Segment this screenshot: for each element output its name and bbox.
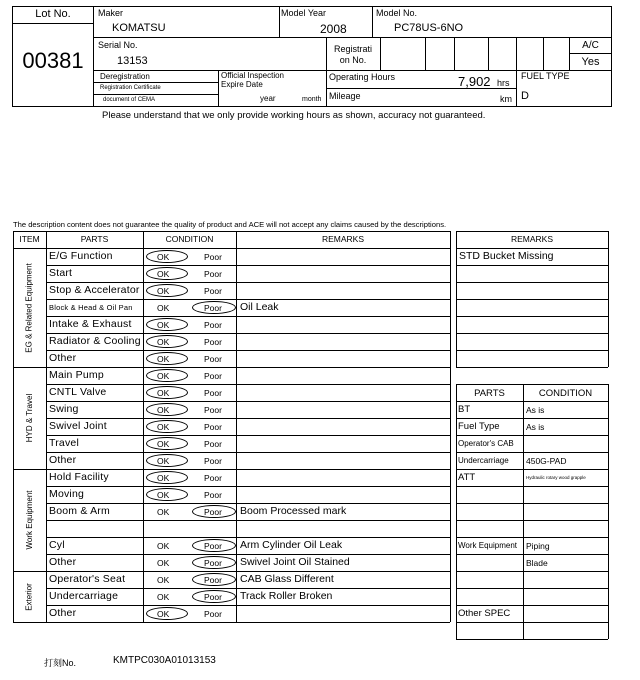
poor-selected-circle — [192, 590, 236, 603]
header-remarks: REMARKS — [321, 234, 365, 244]
ok-label: OK — [157, 303, 170, 313]
spec-condition: Blade — [526, 558, 548, 568]
table-row — [46, 350, 450, 367]
spec-left — [456, 384, 457, 639]
ok-label: OK — [157, 575, 170, 585]
table-row — [46, 452, 450, 469]
table-row — [46, 605, 450, 622]
ok-label: OK — [157, 252, 170, 262]
poor-selected-circle — [192, 505, 236, 518]
fuel-type-value: D — [521, 90, 529, 102]
year-label: year — [260, 94, 276, 103]
hrs-label: hrs — [497, 78, 510, 88]
part-name: Operator's Seat — [49, 573, 126, 585]
ok-label: OK — [157, 490, 170, 500]
ok-label: OK — [157, 286, 170, 296]
ok-selected-circle — [146, 403, 188, 416]
spec-row-border — [456, 571, 608, 572]
part-name: Undercarriage — [49, 590, 119, 602]
spec-part: Operator's CAB — [458, 439, 514, 448]
column-border — [236, 231, 237, 622]
poor-label: Poor — [204, 439, 222, 449]
ac-value: Yes — [581, 56, 600, 68]
part-name: Other — [49, 454, 77, 466]
spec-part: Work Equipment — [458, 541, 517, 550]
spec-row-border — [456, 537, 608, 538]
mileage-label: Mileage — [329, 91, 361, 101]
spec-top — [456, 384, 608, 385]
column-border — [46, 231, 47, 622]
spec-condition: As is — [526, 405, 545, 415]
poor-label: Poor — [204, 541, 222, 551]
ok-selected-circle — [146, 318, 188, 331]
hours-notice: Please understand that we only provide working hours as shown, accuracy not guaranteed. — [102, 110, 486, 121]
remarks-row-border — [456, 299, 608, 300]
poor-label: Poor — [204, 609, 222, 619]
spec-part: ATT — [458, 472, 476, 483]
poor-label: Poor — [204, 388, 222, 398]
part-name: Other — [49, 556, 77, 568]
ok-selected-circle — [146, 420, 188, 433]
ok-label: OK — [157, 371, 170, 381]
ok-label: OK — [157, 337, 170, 347]
lot-label: Lot No. — [35, 8, 71, 20]
part-name: Swing — [49, 403, 79, 415]
poor-label: Poor — [204, 558, 222, 568]
ok-selected-circle — [146, 488, 188, 501]
spec-row-border — [456, 554, 608, 555]
part-name: Block & Head & Oil Pan — [49, 303, 133, 312]
group-label: Exterior — [24, 582, 34, 611]
serial-value: 13153 — [117, 55, 148, 67]
maker-label: Maker — [98, 8, 124, 18]
table-row — [46, 265, 450, 282]
poor-label: Poor — [204, 473, 222, 483]
poor-label: Poor — [204, 422, 222, 432]
part-name: Start — [49, 267, 73, 279]
spec-row-border — [456, 401, 608, 402]
spec-part: BT — [458, 404, 471, 415]
ok-selected-circle — [146, 607, 188, 620]
remark-text: Arm Cylinder Oil Leak — [240, 539, 343, 551]
spec-row-border — [456, 452, 608, 453]
poor-selected-circle — [192, 556, 236, 569]
poor-selected-circle — [192, 573, 236, 586]
stamp-number-value: KMTPC030A01013153 — [113, 655, 216, 666]
ok-selected-circle — [146, 471, 188, 484]
spec-row-border — [456, 418, 608, 419]
poor-label: Poor — [204, 303, 222, 313]
poor-label: Poor — [204, 507, 222, 517]
cema-label: document of CEMA — [103, 97, 156, 103]
remarks-right — [608, 231, 609, 367]
part-name: Other — [49, 607, 77, 619]
table-row — [46, 435, 450, 452]
ok-selected-circle — [146, 250, 188, 263]
remarks-row-border — [456, 350, 608, 351]
remarks-row-border — [456, 316, 608, 317]
poor-label: Poor — [204, 575, 222, 585]
month-label: month — [302, 96, 322, 103]
ok-selected-circle — [146, 386, 188, 399]
remarks-header: REMARKS — [510, 234, 554, 244]
group-label: Work Equipment — [24, 490, 34, 550]
column-border — [450, 231, 451, 622]
ok-label: OK — [157, 473, 170, 483]
part-name: E/G Function — [49, 250, 113, 262]
poor-selected-circle — [192, 539, 236, 552]
reg-cert-label: Registration Certificate — [100, 85, 161, 91]
lot-number: 00381 — [22, 48, 84, 73]
poor-label: Poor — [204, 371, 222, 381]
poor-label: Poor — [204, 456, 222, 466]
poor-label: Poor — [204, 354, 222, 364]
ok-selected-circle — [146, 369, 188, 382]
remark-text: CAB Glass Different — [240, 573, 334, 585]
spec-condition: Hydraulic rotary wood grapple — [526, 475, 586, 480]
remarks-row-border — [456, 282, 608, 283]
ok-selected-circle — [146, 267, 188, 280]
remark-text: Oil Leak — [240, 301, 279, 313]
spec-row-border — [456, 520, 608, 521]
part-name: Swivel Joint — [49, 420, 107, 432]
header-parts: PARTS — [80, 234, 109, 244]
remarks-left — [456, 231, 457, 367]
part-name: Boom & Arm — [49, 505, 110, 517]
maker-value: KOMATSU — [112, 22, 166, 34]
fuel-type-label: FUEL TYPE — [521, 71, 570, 81]
spec-part: Fuel Type — [458, 421, 500, 432]
spec-row-border — [456, 469, 608, 470]
ok-label: OK — [157, 388, 170, 398]
spec-bottom — [456, 639, 608, 640]
column-border — [13, 231, 14, 622]
ac-label: A/C — [582, 40, 599, 51]
ok-label: OK — [157, 592, 170, 602]
poor-label: Poor — [204, 252, 222, 262]
spec-condition: As is — [526, 422, 545, 432]
remarks-row-border — [456, 248, 608, 249]
spec-condition: 450G-PAD — [526, 456, 567, 466]
spec-row-border — [456, 622, 608, 623]
row-border — [46, 622, 450, 623]
km-label: km — [500, 94, 512, 104]
model-no-value: PC78US-6NO — [394, 22, 464, 34]
ok-label: OK — [157, 269, 170, 279]
ok-selected-circle — [146, 352, 188, 365]
deregistration-label: Deregistration — [100, 72, 150, 81]
part-name: CNTL Valve — [49, 386, 107, 398]
remarks-row-border — [456, 265, 608, 266]
ok-selected-circle — [146, 284, 188, 297]
ok-selected-circle — [146, 437, 188, 450]
poor-label: Poor — [204, 269, 222, 279]
spec-mid — [523, 384, 524, 639]
poor-label: Poor — [204, 592, 222, 602]
ok-label: OK — [157, 609, 170, 619]
table-row — [46, 384, 450, 401]
ok-label: OK — [157, 541, 170, 551]
official-inspection-label: Official Inspection Expire Date — [221, 71, 284, 89]
remark-text: Boom Processed mark — [240, 505, 347, 517]
header-condition: CONDITION — [165, 234, 214, 244]
poor-label: Poor — [204, 337, 222, 347]
registration-label: Registrati on No. — [333, 44, 372, 65]
spec-right — [608, 384, 609, 639]
operating-hours-value: 7,902 — [458, 74, 491, 89]
spec-condition: Piping — [526, 541, 550, 551]
table-row — [46, 401, 450, 418]
disclaimer-text: The description content does not guarantee the quality of product and ACE will not accept any claims caused by the descriptions. — [13, 220, 447, 229]
ok-selected-circle — [146, 335, 188, 348]
remarks-top — [456, 231, 608, 232]
group-label: HYD & Travel — [24, 393, 34, 443]
ok-label: OK — [157, 456, 170, 466]
ok-label: OK — [157, 354, 170, 364]
part-name: Moving — [49, 488, 85, 500]
ok-label: OK — [157, 422, 170, 432]
table-row — [46, 367, 450, 384]
serial-label: Serial No. — [98, 40, 138, 50]
part-name: Radiator & Cooling — [49, 335, 141, 347]
part-name: Main Pump — [49, 369, 104, 381]
table-row — [46, 520, 450, 537]
model-year-value: 2008 — [320, 22, 347, 36]
ok-label: OK — [157, 320, 170, 330]
ok-label: OK — [157, 405, 170, 415]
spec-row-border — [456, 435, 608, 436]
part-name: Cyl — [49, 539, 65, 551]
part-name: Intake & Exhaust — [49, 318, 132, 330]
spec-part: Other SPEC — [458, 608, 511, 619]
spec-row-border — [456, 605, 608, 606]
spec-row-border — [456, 486, 608, 487]
poor-label: Poor — [204, 320, 222, 330]
spec-row-border — [456, 503, 608, 504]
remarks-bottom — [456, 367, 608, 368]
remarks-row-border — [456, 333, 608, 334]
spec-condition-header: CONDITION — [538, 388, 593, 399]
table-top-border — [13, 231, 450, 232]
header-item: ITEM — [19, 234, 40, 244]
remarks-text: STD Bucket Missing — [459, 250, 554, 262]
stamp-number-label: 打刻No. — [44, 658, 77, 668]
table-row — [46, 486, 450, 503]
poor-label: Poor — [204, 405, 222, 415]
remark-text: Swivel Joint Oil Stained — [240, 556, 350, 568]
ok-label: OK — [157, 507, 170, 517]
column-border — [143, 231, 144, 622]
poor-label: Poor — [204, 286, 222, 296]
part-name: Other — [49, 352, 77, 364]
poor-selected-circle — [192, 301, 236, 314]
ok-label: OK — [157, 439, 170, 449]
part-name: Travel — [49, 437, 79, 449]
spec-row-border — [456, 588, 608, 589]
remark-text: Track Roller Broken — [240, 590, 333, 602]
ok-label: OK — [157, 558, 170, 568]
operating-hours-label: Operating Hours — [329, 72, 396, 82]
spec-part: Undercarriage — [458, 456, 509, 465]
model-no-label: Model No. — [376, 8, 418, 18]
poor-label: Poor — [204, 490, 222, 500]
group-label: EG & Related Equipment — [24, 262, 34, 353]
part-name: Stop & Accelerator — [49, 284, 140, 296]
spec-parts-header: PARTS — [474, 388, 505, 399]
ok-selected-circle — [146, 454, 188, 467]
model-year-label: Model Year — [281, 8, 327, 18]
part-name: Hold Facility — [49, 471, 109, 483]
